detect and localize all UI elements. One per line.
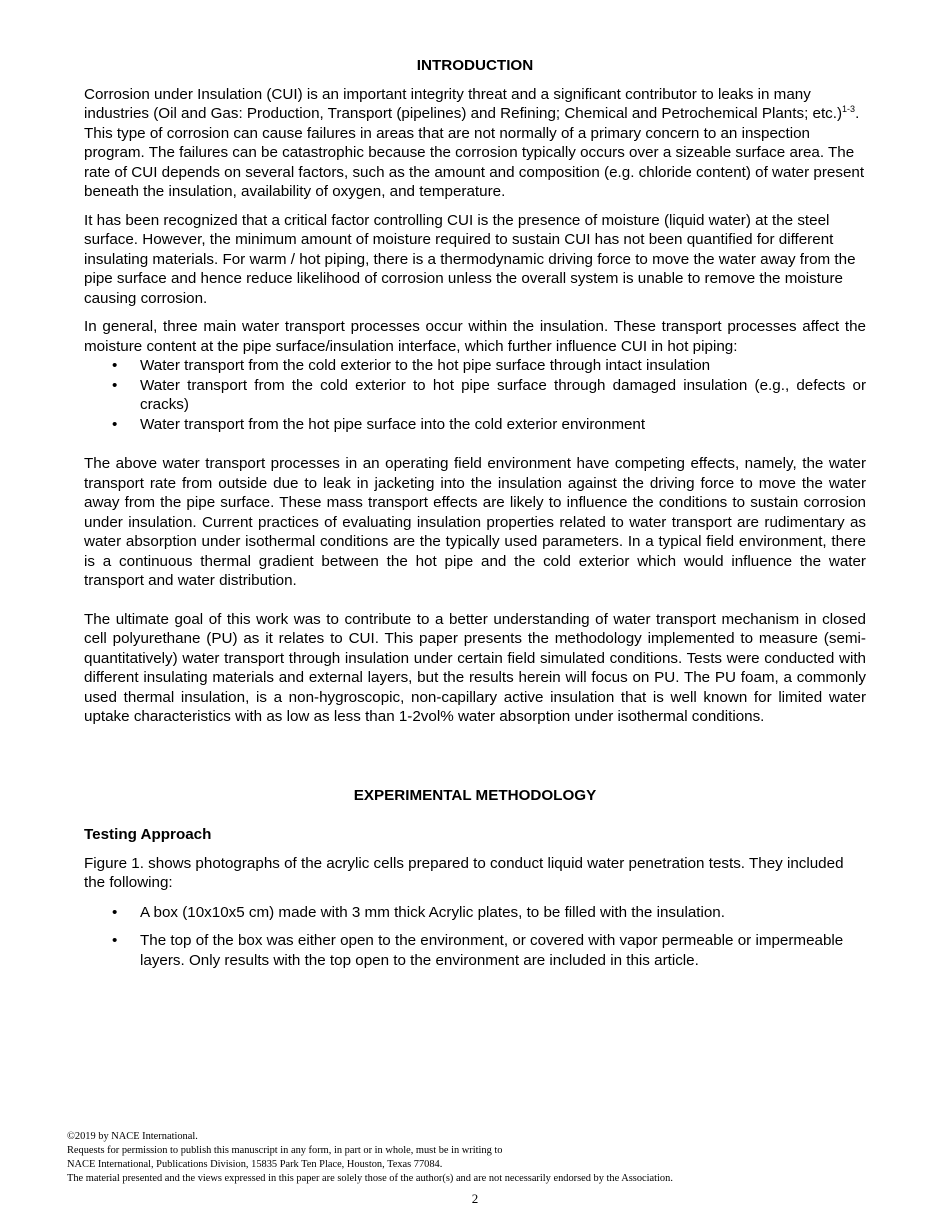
address-line: NACE International, Publications Division, 15835 Park Ten Place, Houston, Texas 77084.	[67, 1159, 443, 1170]
testing-approach-subheading: Testing Approach	[84, 826, 212, 843]
cell-setup-list	[84, 903, 866, 971]
list-item	[84, 415, 866, 435]
permission-line: Requests for permission to publish this manuscript in any form, in part or in whole, must be in writing to	[67, 1145, 503, 1156]
list-item-text: Water transport from the hot pipe surface into the cold exterior environment	[140, 415, 646, 433]
intro-paragraph-5: The ultimate goal of this work was to contribute to a better understanding of water transport mechanism in closed cell polyurethane (PU) as it relates to CUI. This paper presents the methodology implemented to measure (semi-quantitatively) water transport through insulation under certain field simulated conditions. Tests were conducted with different insulating materials and external layers, but the results herein will focus on PU. The PU foam, a commonly used thermal insulation, is a non-hygroscopic, non-capillary active insulation that is well known for limited water uptake characteristics with as low as less than 1-2vol% water absorption under isothermal conditions.	[84, 610, 866, 725]
bullet-icon: •	[112, 376, 118, 394]
intro-p1-text: Corrosion under Insulation (CUI) is an important integrity threat and a significant contributor to leaks in many industries (Oil and Gas: Production, Transport (pipelines) and Refining; Chemical and Petrochemical Plants; etc.)	[84, 85, 843, 122]
bullet-icon: •	[112, 932, 118, 949]
methodology-heading: EXPERIMENTAL METHODOLOGY	[353, 786, 597, 804]
intro-paragraph-3: In general, three main water transport processes occur within the insulation. These transport processes affect the moisture content at the pipe surface/insulation interface, which further influence CUI in hot piping:	[84, 318, 866, 355]
list-item	[84, 376, 866, 415]
list-item	[84, 356, 866, 376]
bullet-icon: •	[112, 357, 118, 374]
copyright-line: ©2019 by NACE International.	[67, 1131, 198, 1142]
page-number: 2	[471, 1191, 479, 1206]
intro-paragraph-1	[84, 85, 866, 202]
intro-paragraph-2: It has been recognized that a critical factor controlling CUI is the presence of moisture (liquid water) at the steel surface. However, the minimum amount of moisture required to sustain CUI has not been quantified for different insulating materials. For warm / hot piping, there is a thermodynamic driving force to move the water away from the pipe surface and hence reduce likelihood of corrosion unless the overall system is unable to remove the moisture causing corrosion.	[84, 211, 856, 307]
intro-p1-text-cont: . This type of corrosion can cause failures in areas that are not normally of a primary concern to an inspection program. The failures can be catastrophic because the corrosion typically occurs over a sizeable surface area. The rate of CUI depends on several factors, such as the amount and composition (e.g. chloride content) of water present beneath the insulation, availability of oxygen, and temperature.	[84, 105, 865, 200]
list-item	[84, 931, 866, 970]
methodology-paragraph-1: Figure 1. shows photographs of the acrylic cells prepared to conduct liquid water penetration tests. They included the following:	[84, 854, 844, 891]
paper-page	[84, 56, 866, 979]
transport-process-list	[84, 356, 866, 434]
intro-paragraph-4: The above water transport processes in an operating field environment have competing effects, namely, the water transport rate from outside due to leak in jacketing into the insulation against the driving force to move the water away from the pipe surface. These mass transport effects are likely to influence the conditions to sustain corrosion under insulation. Current practices of evaluating insulation properties related to water transport are rudimentary as water absorption under isothermal conditions are the typically used parameters. In a typical field environment, there is a continuous thermal gradient between the hot pipe and the cold exterior which would influence the water transport and water distribution.	[84, 455, 866, 589]
list-item-text: A box (10x10x5 cm) made with 3 mm thick Acrylic plates, to be filled with the insulation.	[140, 903, 725, 921]
disclaimer-line: The material presented and the views expressed in this paper are solely those of the author(s) and are not necessarily endorsed by the Association.	[67, 1173, 673, 1184]
introduction-heading: INTRODUCTION	[416, 57, 534, 74]
bullet-icon: •	[112, 903, 118, 921]
citation-superscript: 1-3	[842, 104, 856, 114]
copyright-footer	[67, 1130, 883, 1186]
bullet-icon: •	[112, 415, 118, 433]
list-item	[84, 903, 866, 923]
list-item-text: Water transport from the cold exterior to the hot pipe surface through intact insulation	[140, 357, 711, 374]
list-item-text: The top of the box was either open to the environment, or covered with vapor permeable or impermeable layers. Only results with the top open to the environment are included in this article.	[140, 932, 844, 969]
list-item-text: Water transport from the cold exterior to hot pipe surface through damaged insulation (e.g., defects or cracks)	[140, 376, 866, 413]
